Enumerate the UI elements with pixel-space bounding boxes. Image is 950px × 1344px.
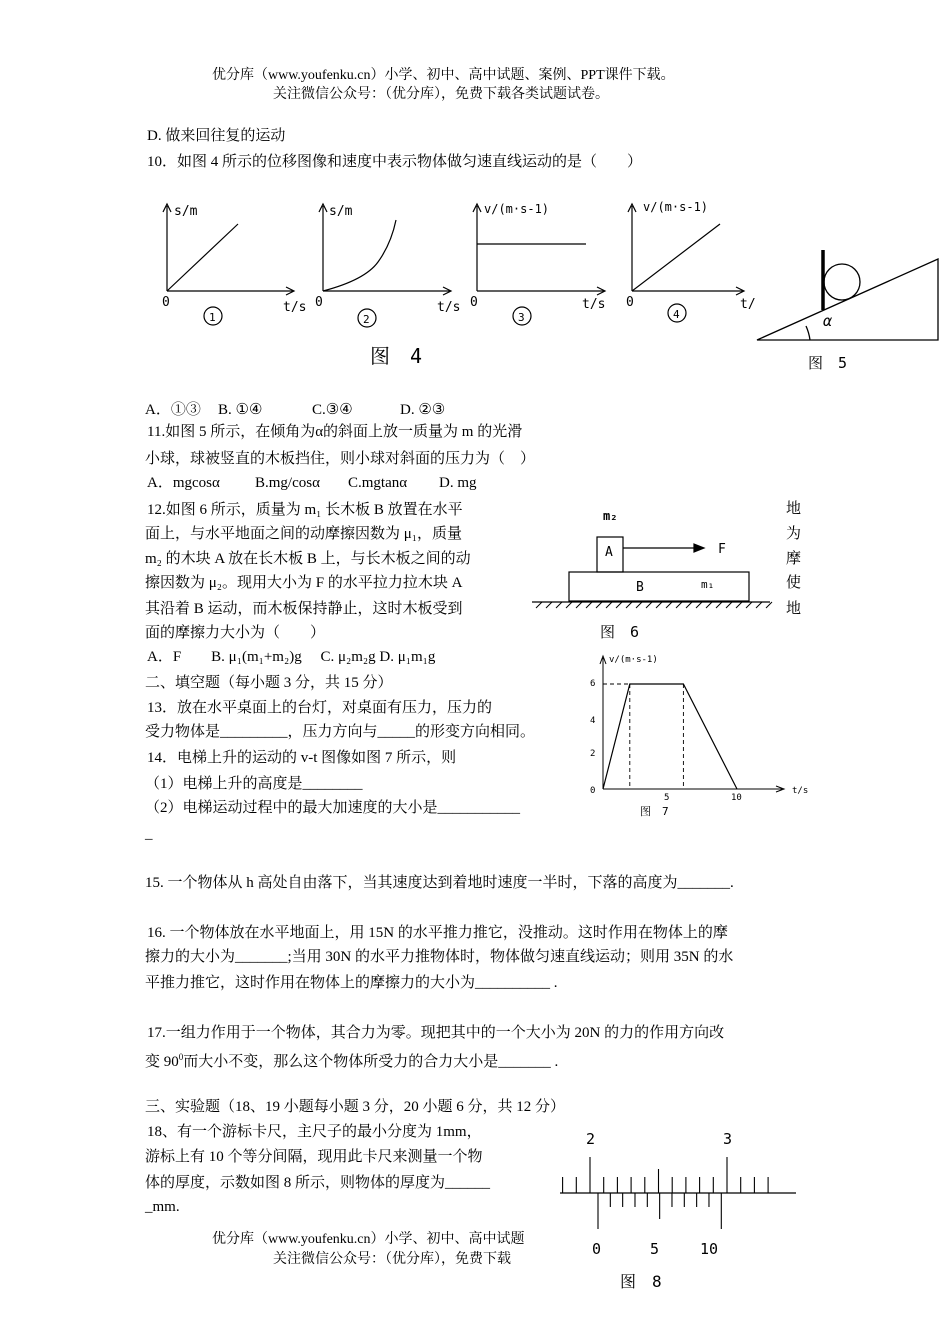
fig7-ytick-4: 4 [590,716,596,726]
graph-3-number: 3 [518,311,525,324]
header-line-1: 优分库（www.youfenku.cn）小学、初中、高中试题、案例、PPT课件下载。 [212,68,675,83]
q12-right-3: 摩 [786,551,802,567]
graph-2-origin: 0 [315,295,323,310]
graph-4-xlabel: t/ [740,297,756,312]
figure-7-caption: 图 7 [640,805,669,818]
footer-line-1: 优分库（www.youfenku.cn）小学、初中、高中试题 [212,1232,525,1247]
q16-line-1: 16. 一个物体放在水平地面上，用 15N 的水平推力推它，没推动。这时作用在物体上的摩 [147,925,728,941]
vernier-label-10: 10 [700,1240,719,1258]
q11-line-1: 11.如图 5 所示，在倾角为α的斜面上放一质量为 m 的光滑 [147,424,523,440]
q11-option-d: D. mg [439,475,477,491]
graph-1-ylabel: s/m [174,204,198,219]
q10-option-c: C.③④ [312,402,353,418]
force-label: F [718,542,726,557]
q14-part-2-tail: _ [145,826,153,842]
graph-3-xlabel: t/s [582,297,606,312]
q17-degree-superscript: 0 [178,1052,184,1062]
graph-1-xlabel: t/s [283,300,307,315]
section-2-title: 二、填空题（每小题 3 分，共 15 分） [145,675,393,691]
graph-2-xlabel: t/s [437,300,461,315]
fig7-xlabel: t/s [792,786,809,796]
q10-option-a: A．①③ [145,402,201,418]
main-scale-label-2: 2 [586,1130,596,1148]
q12-right-1: 地 [786,501,802,517]
vernier-label-0: 0 [592,1240,602,1258]
q12-line-2: 面上，与水平地面之间的动摩擦因数为 μ₁，质量 [145,526,463,542]
fig7-ytick-0: 0 [590,786,596,796]
q9-option-d: D. 做来回往复的运动 [147,128,286,144]
figure-5-caption: 图 5 [808,354,848,372]
vernier-label-5: 5 [650,1240,660,1258]
fig7-xtick-10: 10 [731,793,742,803]
q16-line-2: 擦力的大小为_______;当用 30N 的水平力推物体时，物体做匀速直线运动；则用 35N 的水 [145,949,734,965]
q12-line-6: 面的摩擦力大小为（ ） [145,625,326,641]
q11-line-2: 小球，球被竖直的木板挡住，则小球对斜面的压力为（ ） [145,451,536,467]
graph-1-number: 1 [209,311,216,324]
q17-line-2-start: 变 90 [145,1054,179,1070]
graph-2-number: 2 [363,313,370,326]
q11-option-b: B.mg/cosα [255,475,320,491]
graph-1-origin: 0 [162,295,170,310]
m1-label: m₁ [701,578,715,591]
q11-option-a: A．mgcosα [147,475,220,491]
footer-line-2: 关注微信公众号：（优分库），免费下载 [273,1252,511,1267]
q13-line-1: 13．放在水平桌面上的台灯，对桌面有压力，压力的 [147,700,493,716]
q12-line-1: 12.如图 6 所示，质量为 m₁ 长木板 B 放置在水平 [147,502,463,518]
q12-line-5: 其沿着 B 运动，而木板保持静止，这时木板受到 [145,601,463,617]
q12-right-4: 使 [786,575,802,591]
figure-8-caption: 图 8 [620,1272,662,1291]
graph-4-number: 4 [673,308,680,321]
q12-right-5: 地 [786,601,802,617]
q14-part-1: （1）电梯上升的高度是________ [145,776,363,792]
q14-part-2: （2）电梯运动过程中的最大加速度的大小是___________ [145,800,521,816]
figure-4-caption: 图 4 [370,344,423,368]
block-a-label: A [605,545,613,560]
fig7-ytick-2: 2 [590,749,596,759]
m2-label: m₂ [603,509,618,523]
q18-line-1: 18、有一个游标卡尺，主尺子的最小分度为 1mm， [147,1124,482,1140]
fig7-ylabel: v/(m·s-1) [609,655,658,665]
q10-option-b: B. ①④ [218,402,263,418]
q12-options: A．F B. μ₁(m₁+m₂)g C. μ₂m₂g D. μ₁m₁g [147,649,436,665]
q17-line-1: 17.一组力作用于一个物体，其合力为零。现把其中的一个大小为 20N 的力的作用方向改 [147,1025,725,1041]
q14-stem: 14．电梯上升的运动的 v-t 图像如图 7 所示，则 [147,750,457,766]
graph-3-origin: 0 [470,295,478,310]
graph-2-ylabel: s/m [329,204,353,219]
angle-label: α [823,312,833,330]
main-scale-label-3: 3 [723,1130,733,1148]
q13-line-2: 受力物体是_________，压力方向与_____的形变方向相同。 [145,724,536,740]
q12-line-4: 擦因数为 μ₂。现用大小为 F 的水平拉力拉木块 A [145,575,463,591]
header-line-2: 关注微信公众号：（优分库），免费下载各类试题试卷。 [273,87,609,102]
q10-stem: 10．如图 4 所示的位移图像和速度中表示物体做匀速直线运动的是（ ） [147,154,643,170]
graph-4-origin: 0 [626,295,634,310]
figure-6-caption: 图 6 [600,623,640,641]
q18-line-4: _mm. [145,1199,180,1215]
q18-line-3: 体的厚度，示数如图 8 所示，则物体的厚度为______ [145,1175,491,1191]
graph-4-ylabel: v/(m·s-1) [643,200,709,214]
fig7-ytick-6: 6 [590,679,596,689]
q10-option-d: D. ②③ [400,402,446,418]
q11-option-c: C.mgtanα [348,475,408,491]
fig7-xtick-5: 5 [664,793,670,803]
q15: 15. 一个物体从 h 高处自由落下，当其速度达到着地时速度一半时，下落的高度为_______. [145,875,734,891]
q18-line-2: 游标上有 10 个等分间隔，现用此卡尺来测量一个物 [145,1149,483,1165]
graph-3-ylabel: v/(m·s-1) [484,202,550,216]
section-3-title: 三、实验题（18、19 小题每小题 3 分，20 小题 6 分，共 12 分） [145,1099,566,1115]
q12-line-3: m₂ 的木块 A 放在长木板 B 上，与长木板之间的动 [145,551,471,567]
block-b-label: B [636,580,644,595]
q16-line-3: 平推力推它，这时作用在物体上的摩擦力的大小为__________ . [145,975,558,991]
q17-line-2-end: 而大小不变，那么这个物体所受力的合力大小是_______ . [183,1054,559,1070]
q12-right-2: 为 [786,526,802,542]
